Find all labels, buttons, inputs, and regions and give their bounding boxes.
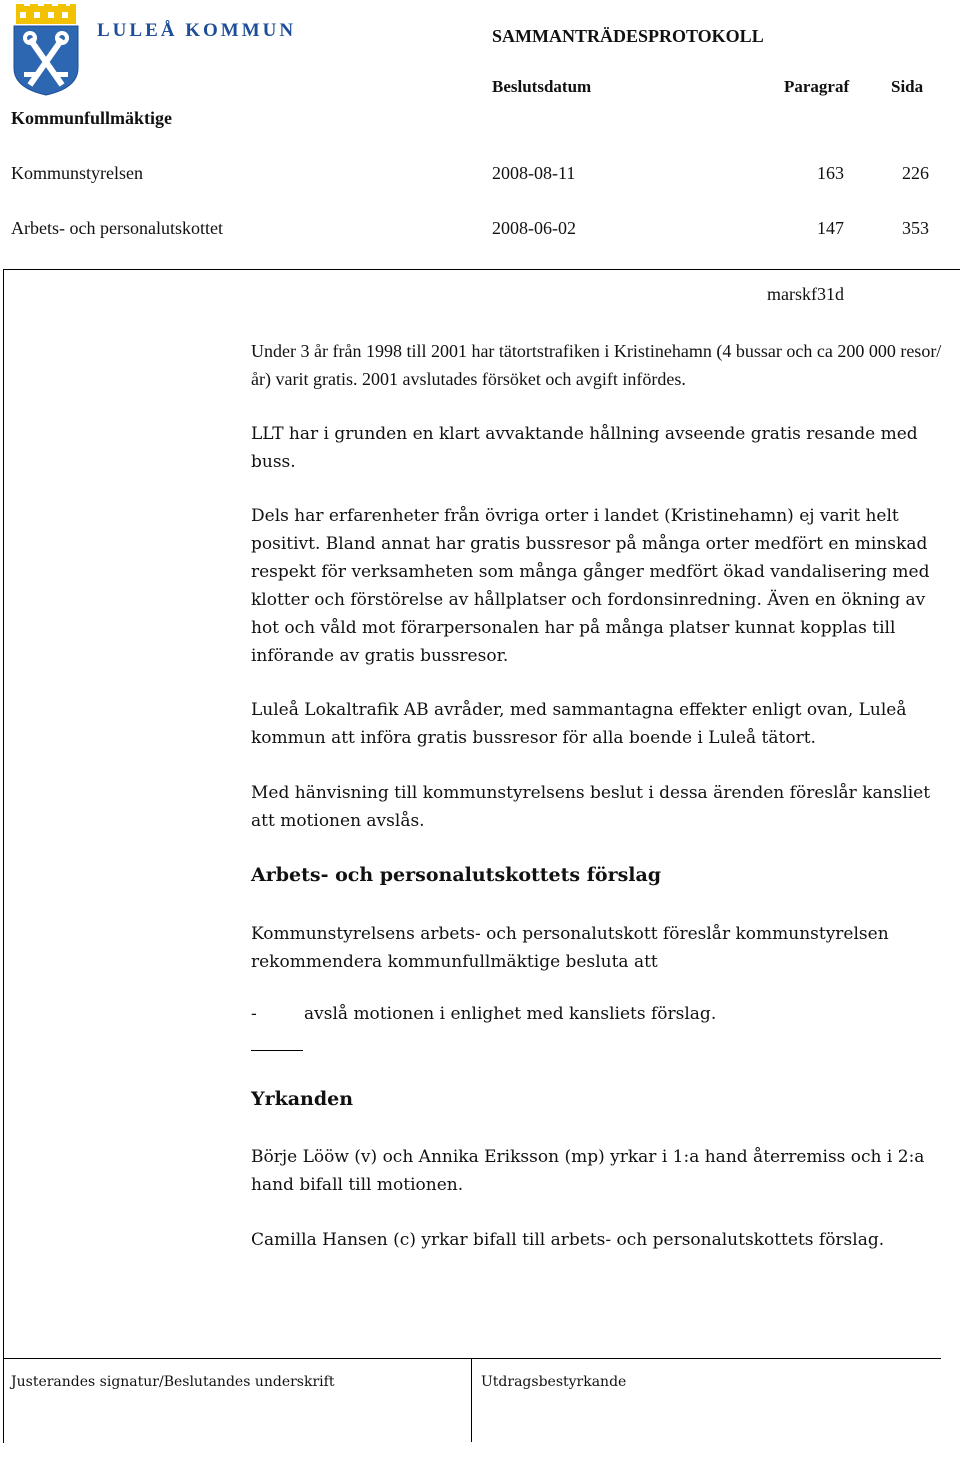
motions-heading: Yrkanden <box>251 1088 354 1110</box>
row-body-name: Arbets- och personalutskottet <box>11 218 223 238</box>
short-divider <box>251 1050 303 1051</box>
row-date: 2008-06-02 <box>492 218 576 238</box>
paragraph-4: Luleå Lokaltrafik AB avråder, med sammantagna effekter enligt ovan, Luleå kommun att införa gratis bussresor för alla boende i Luleå tätort. <box>251 700 907 748</box>
page-label: Sida <box>891 77 924 96</box>
motion-1: Börje Lööw (v) och Annika Eriksson (mp) yrkar i 1:a hand återremiss och i 2:a hand bifall till motionen. <box>251 1147 925 1195</box>
proposal-text: Kommunstyrelsens arbets- och personalutskott föreslår kommunstyrelsen rekommendera kommunfullmäktige besluta att <box>251 924 889 972</box>
row-paragraph: 147 <box>817 218 844 238</box>
row-paragraph: 163 <box>817 163 844 183</box>
footer-column-divider <box>471 1358 472 1442</box>
proposal-heading: Arbets- och personalutskottets förslag <box>251 864 662 886</box>
row-page: 353 <box>902 218 929 238</box>
organization-name: LULEÅ KOMMUN <box>97 20 297 41</box>
city-crest-logo <box>10 4 82 96</box>
row-body-name: Kommunstyrelsen <box>11 163 143 183</box>
signature-label: Justerandes signatur/Beslutandes underskrift <box>11 1374 335 1390</box>
paragraph-1: Under 3 år från 1998 till 2001 har tätortstrafiken i Kristinehamn (4 bussar och ca 200 000 resor/år) varit gratis. 2001 avslutades försöket och avgift infördes. <box>251 341 942 389</box>
content-frame-left-border <box>3 269 4 1443</box>
content-frame-top-border <box>3 269 960 270</box>
decision-date-label: Beslutsdatum <box>492 77 592 96</box>
reference-code: marskf31d <box>767 284 844 304</box>
bullet-marker: - <box>251 1004 257 1024</box>
paragraph-3: Dels har erfarenheter från övriga orter i landet (Kristinehamn) ej varit helt positivt. Bland annat har gratis bussresor på många orter medfört en minskad respekt för verksamheten som många gånger medfört ökad vandalisering med klotter och förstörelse av hållplatser och fordonsinredning. Även en ökning av hot och våld mot förarpersonalen har på många platser kunnat kopplas till införande av gratis bussresor. <box>251 506 930 666</box>
bullet-text: avslå motionen i enlighet med kansliets förslag. <box>304 1004 717 1024</box>
paragraph-label: Paragraf <box>784 77 850 96</box>
footer-divider <box>3 1358 941 1359</box>
row-page: 226 <box>902 163 929 183</box>
paragraph-5: Med hänvisning till kommunstyrelsens beslut i dessa ärenden föreslår kansliet att motionen avslås. <box>251 783 931 831</box>
motion-2: Camilla Hansen (c) yrkar bifall till arbets- och personalutskottets förslag. <box>251 1230 885 1250</box>
paragraph-2: LLT har i grunden en klart avvaktande hållning avseende gratis resande med buss. <box>251 424 918 472</box>
certification-label: Utdragsbestyrkande <box>481 1374 627 1390</box>
row-date: 2008-08-11 <box>492 163 576 183</box>
decision-body-title: Kommunfullmäktige <box>11 108 173 128</box>
protocol-title: SAMMANTRÄDESPROTOKOLL <box>492 26 764 46</box>
crown-icon <box>16 4 76 24</box>
